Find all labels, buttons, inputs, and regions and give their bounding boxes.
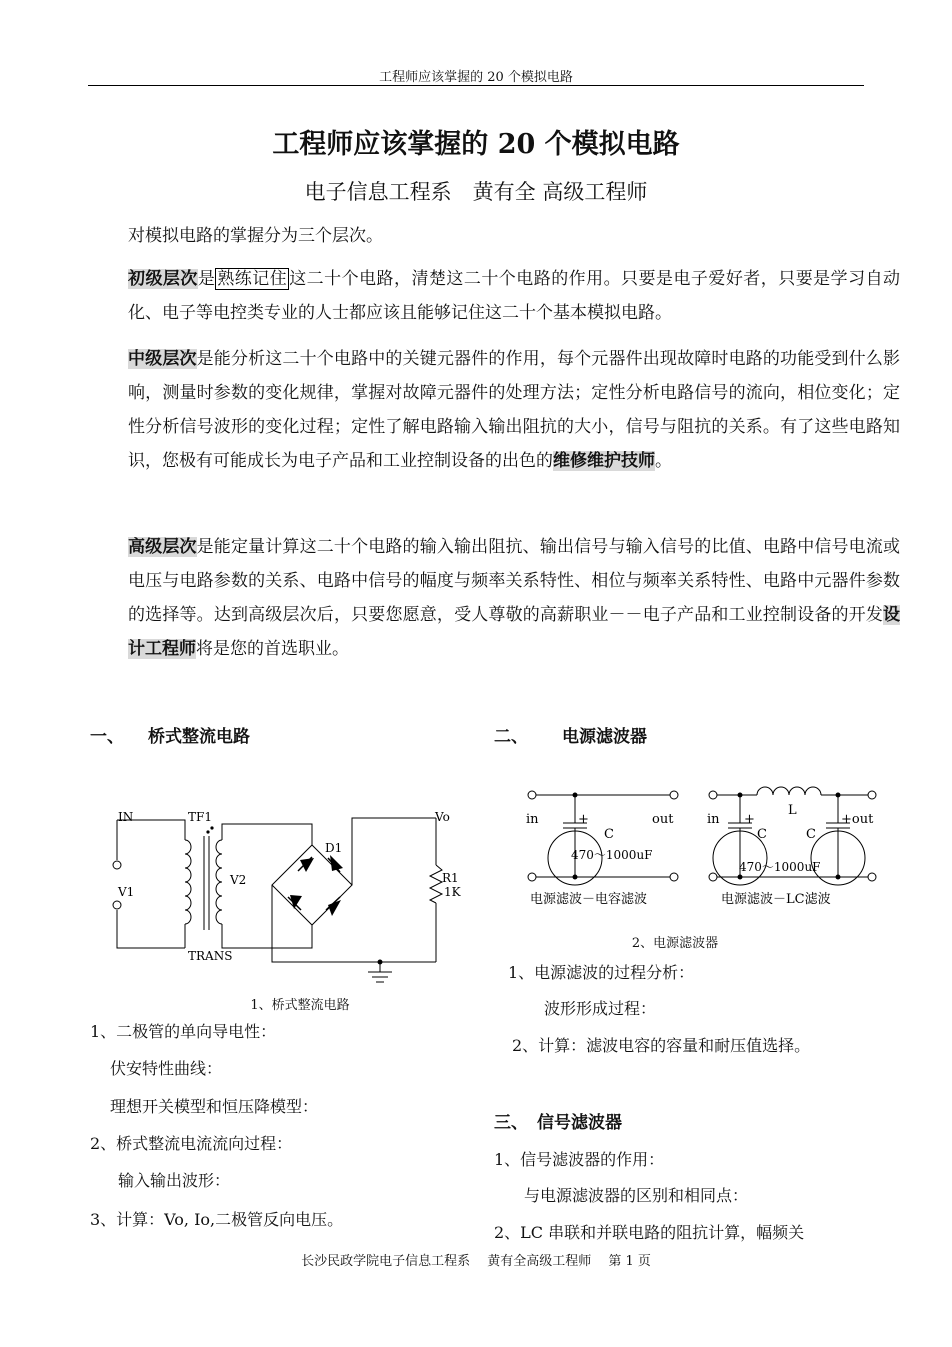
label-v1: V1 — [118, 885, 135, 899]
running-header: 工程师应该掌握的 20 个模拟电路 — [379, 70, 573, 85]
section3-item-1: 1、信号滤波器的作用： — [494, 1150, 665, 1169]
section2-title: 电源滤波器 — [562, 727, 647, 747]
section2-caption: 2、电源滤波器 — [631, 936, 719, 951]
page-footer: 长沙民政学院电子信息工程系 黄有全高级工程师 第 1 页 — [301, 1254, 651, 1269]
section1-item-4: 2、桥式整流电流流向过程： — [90, 1134, 293, 1153]
right-out-label: +out — [841, 812, 874, 827]
section1-item-2: 伏安特性曲线： — [110, 1059, 223, 1078]
right-c1-label: C — [757, 827, 767, 842]
label-r1: R1 — [442, 871, 459, 885]
label-tf1: TF1 — [188, 810, 212, 824]
left-out-label: out — [652, 812, 674, 827]
level1-label: 初级层次 — [128, 269, 198, 289]
section1-number: 一、 — [90, 727, 124, 747]
section1-item-3: 理想开关模型和恒压降模型： — [110, 1097, 319, 1116]
section3-item-3: 2、LC 串联和并联电路的阻抗计算，幅频关 — [494, 1223, 805, 1242]
section3-number: 三、 — [494, 1113, 528, 1133]
level1-text-a: 是 — [197, 269, 216, 289]
label-in: IN — [118, 810, 134, 824]
left-c-label: C — [604, 827, 614, 842]
section2-item-3: 2、计算：滤波电容的容量和耐压值选择。 — [512, 1036, 811, 1055]
left-filter-label: 电源滤波－电容滤波 — [530, 892, 648, 907]
level2-paragraph — [90, 342, 900, 478]
section2-item-1: 1、电源滤波的过程分析： — [508, 963, 695, 982]
level3-paragraph — [90, 530, 900, 666]
level3-text-b: 将是您的首选职业。 — [196, 639, 349, 659]
section3-item-2: 与电源滤波器的区别和相同点： — [524, 1186, 749, 1205]
section1-title: 桥式整流电路 — [148, 727, 250, 747]
label-d1: D1 — [325, 841, 343, 855]
right-in-label: in — [707, 812, 720, 827]
section1-caption: 1、桥式整流电路 — [250, 998, 350, 1013]
level2-strong: 维修维护技师 — [553, 451, 655, 471]
section3-title: 信号滤波器 — [537, 1113, 622, 1133]
left-in-label: in — [526, 812, 539, 827]
power-filter-diagram — [520, 780, 890, 910]
label-trans: TRANS — [188, 949, 233, 963]
level1-boxed-text: 熟练记住 — [217, 269, 288, 289]
level2-label: 中级层次 — [128, 349, 197, 369]
label-v2: V2 — [230, 873, 247, 887]
level2-text-a: 是能分析这二十个电路中的关键元器件的作用，每个元器件出现故障时电路的功能受到什么影响，测量时参数的变化规律，掌握对故障元器件的处理方法；定性分析电路信号的流向，相位变化；定性分析信号波形的变化过程；定性了解电路输入输出阻抗的大小，信号与阻抗的关系。有了这些电路知识，您极有可能成长为电子产品和工业控制设备的出色的 — [128, 349, 901, 471]
bridge-rectifier-diagram — [100, 800, 461, 1000]
level3-text-a: 是能定量计算这二十个电路的输入输出阻抗、输出信号与输入信号的比值、电路中信号电流或电压与电路参数的关系、电路中信号的幅度与频率关系特性、相位与频率关系特性、电路中元器件参数的选择等。达到高级层次后，只要您愿意，受人尊敬的高薪职业－－电子产品和工业控制设备的开发 — [128, 537, 901, 625]
left-cap-value: 470～1000uF — [571, 848, 653, 862]
label-r1-value: 1K — [444, 885, 461, 899]
right-c2-label: C — [806, 827, 816, 842]
level3-label: 高级层次 — [128, 537, 197, 557]
inductor-l-label: L — [788, 803, 797, 818]
right-cap-value: 470～1000uF — [739, 860, 821, 874]
section1-item-5: 输入输出波形： — [118, 1171, 231, 1190]
right-filter-label: 电源滤波－LC滤波 — [721, 892, 831, 907]
right-plus-label: + — [744, 812, 755, 827]
document-subtitle: 电子信息工程系 黄有全 高级工程师 — [304, 180, 648, 204]
level3-strong: 设计工程师 — [128, 605, 900, 659]
document-title: 工程师应该掌握的 20 个模拟电路 — [272, 129, 680, 160]
level2-text-b: 。 — [655, 451, 672, 471]
section2-number: 二、 — [494, 727, 528, 747]
section2-item-2: 波形形成过程： — [544, 999, 657, 1018]
header-rule — [88, 85, 864, 86]
level1-text-b: 这二十个电路，清楚这二十个电路的作用。只要是电子爱好者，只要是学习自动化、电子等电控类专业的人士都应该且能够记住这二十个基本模拟电路。 — [128, 269, 901, 323]
label-vo: Vo — [435, 810, 450, 824]
intro-paragraph: 对模拟电路的掌握分为三个层次。 — [128, 226, 383, 246]
section1-item-1: 1、二极管的单向导电性： — [90, 1022, 277, 1041]
left-plus-label: + — [578, 812, 589, 827]
section1-item-6: 3、计算：Vo, Io,二极管反向电压。 — [90, 1210, 344, 1229]
level1-paragraph — [90, 262, 900, 330]
